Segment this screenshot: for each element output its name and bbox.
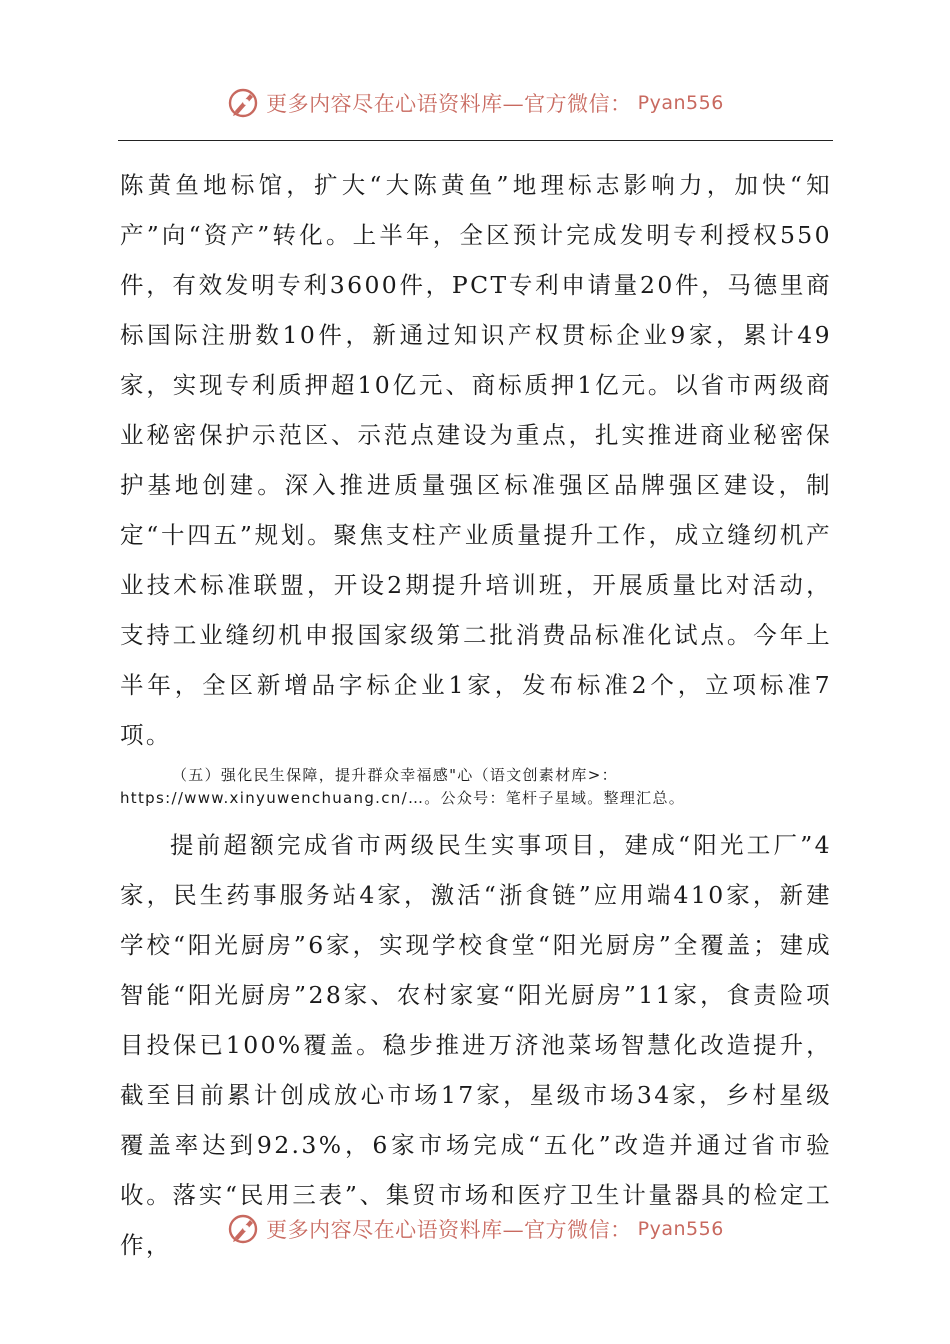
header-watermark — [0, 86, 950, 120]
watermark-id: Pyan556 — [637, 1218, 724, 1240]
body-paragraph-1: 陈黄鱼地标馆，扩大“大陈黄鱼”地理标志影响力，加快“知产”向“资产”转化。上半年，全区预计完成发明专利授权550件，有效发明专利3600件，PCT专利申请量20件，马德里商标国际注册数10件，新通过知识产权贯标企业9家，累计49家，实现专利质押超10亿元、商标质押1亿元。以省市两级商业秘密保护示范区、示范点建设为重点，扎实推进商业秘密保护基地创建。深入推进质量强区标准强区品牌强区建设，制定“十四五”规划。聚焦支柱产业质量提升工作，成立缝纫机产业技术标准联盟，开设2期提升培训班，开展质量比对活动，支持工业缝纫机申报国家级第二批消费品标准化试点。今年上半年，全区新增品字标企业1家，发布标准2个，立项标准7项。 — [120, 171, 832, 749]
watermark-text: 更多内容尽在心语资料库—官方微信： — [266, 92, 632, 116]
section-heading: （五）强化民生保障，提升群众幸福感"心（语文创素材库>：https://www.xinyuwenchuang.cn/…。公众号：笔杆子星域。整理汇总。 — [120, 766, 686, 807]
document-body — [120, 160, 832, 1270]
watermark-text: 更多内容尽在心语资料库—官方微信： — [266, 1218, 632, 1242]
pen-logo-icon — [226, 86, 260, 120]
pen-logo-icon — [226, 1212, 260, 1246]
body-paragraph-2: 提前超额完成省市两级民生实事项目，建成“阳光工厂”4家，民生药事服务站4家，激活“浙食链”应用端410家，新建学校“阳光厨房”6家，实现学校食堂“阳光厨房”全覆盖；建成智能“阳光厨房”28家、农村家宴“阳光厨房”11家，食责险项目投保已100%覆盖。稳步推进万济池菜场智慧化改造提升，截至目前累计创成放心市场17家，星级市场34家，乡村星级覆盖率达到92.3%，6家市场完成“五化”改造并通过省市验收。落实“民用三表”、集贸市场和医疗卫生计量器具的检定工作， — [120, 831, 832, 1259]
footer-watermark — [0, 1212, 950, 1246]
watermark-id: Pyan556 — [637, 92, 724, 114]
header-divider — [118, 140, 833, 141]
